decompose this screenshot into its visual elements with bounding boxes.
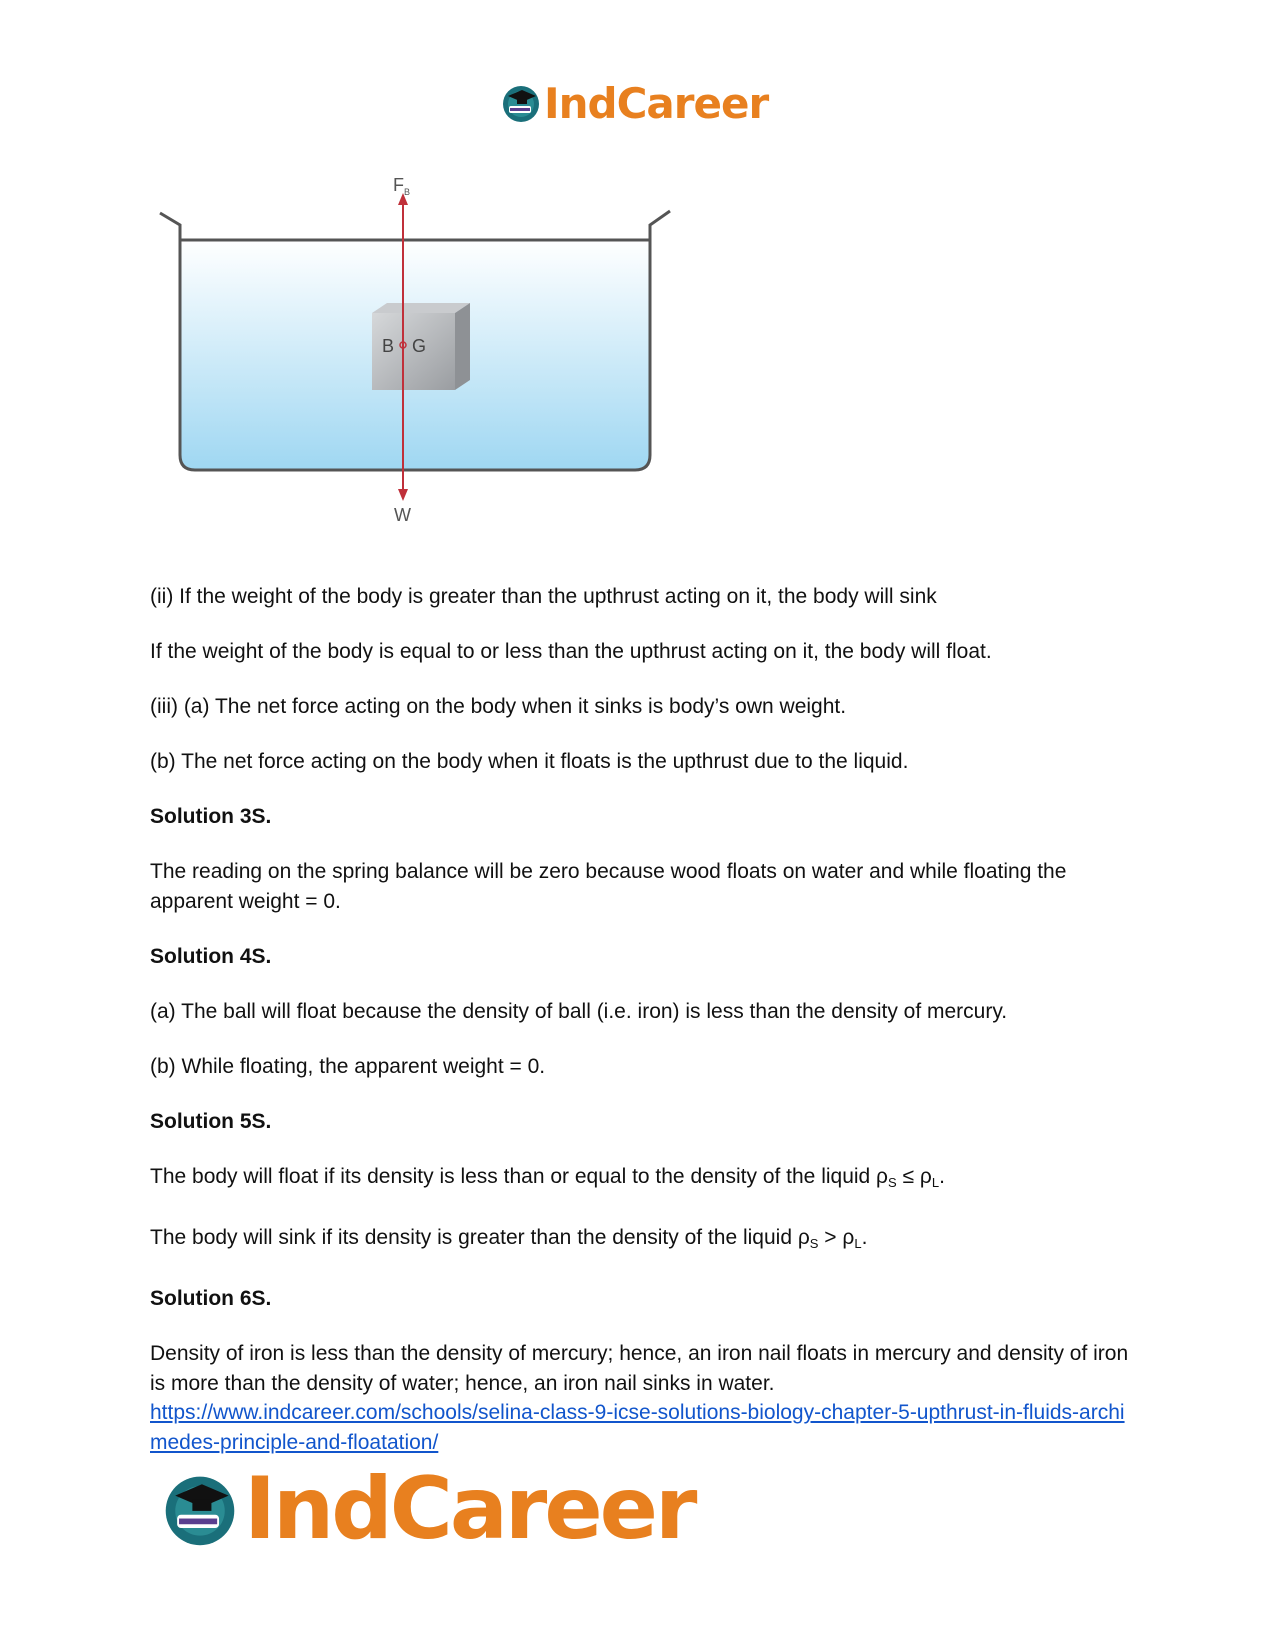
paragraph-solution-4s-a: (a) The ball will float because the density of ball (i.e. iron) is less than the density of mercury.	[150, 1000, 1008, 1023]
document-body	[150, 582, 1130, 1424]
buoyancy-diagram	[150, 175, 690, 545]
paragraph-solution-4s-b: (b) While floating, the apparent weight = 0.	[150, 1055, 546, 1078]
heading-solution-4s: Solution 4S.	[150, 945, 272, 968]
heading-solution-3s: Solution 3S.	[150, 805, 272, 828]
paragraph-solution-3s: The reading on the spring balance will be zero because wood floats on water and while floating the apparent weight = 0.	[150, 860, 1067, 913]
heading-solution-5s: Solution 5S.	[150, 1110, 272, 1133]
weight-arrow	[398, 489, 408, 501]
label-w: W	[394, 505, 411, 525]
graduation-globe-icon	[160, 1469, 240, 1549]
graduation-globe-icon	[500, 82, 542, 124]
footer-logo-text: IndCareer	[244, 1459, 695, 1559]
label-b: B	[382, 336, 395, 356]
paragraph-iii-b: (b) The net force acting on the body when it floats is the upthrust due to the liquid.	[150, 750, 909, 773]
heading-solution-6s: Solution 6S.	[150, 1287, 272, 1310]
source-link[interactable]: https://www.indcareer.com/schools/selina-class-9-icse-solutions-biology-chapter-5-upthrust-in-fluids-archimedes-principle-and-floatation/	[150, 1401, 1125, 1454]
paragraph-ii-sink: (ii) If the weight of the body is greater than the upthrust acting on it, the body will sink	[150, 585, 937, 608]
paragraph-solution-6s: Density of iron is less than the density of mercury; hence, an iron nail floats in mercury and density of iron is more than the density of water; hence, an iron nail sinks in water.	[150, 1342, 1129, 1395]
paragraph-float-condition: The body will float if its density is less than or equal to the density of the liquid $\rho_S \le \rho_L$.	[150, 1165, 945, 1190]
paragraph-float: If the weight of the body is equal to or less than the upthrust acting on it, the body will float.	[150, 640, 992, 663]
paragraph-iii-a: (iii) (a) The net force acting on the body when it sinks is body’s own weight.	[150, 695, 847, 718]
header-logo	[500, 78, 768, 128]
label-fb: $F_B$	[393, 175, 411, 197]
label-g: G	[412, 336, 427, 356]
footer-logo	[160, 1459, 695, 1559]
paragraph-sink-condition: The body will sink if its density is greater than the density of the liquid $\rho_S > \rho_L$.	[150, 1226, 868, 1251]
header-logo-text: IndCareer	[544, 78, 769, 128]
